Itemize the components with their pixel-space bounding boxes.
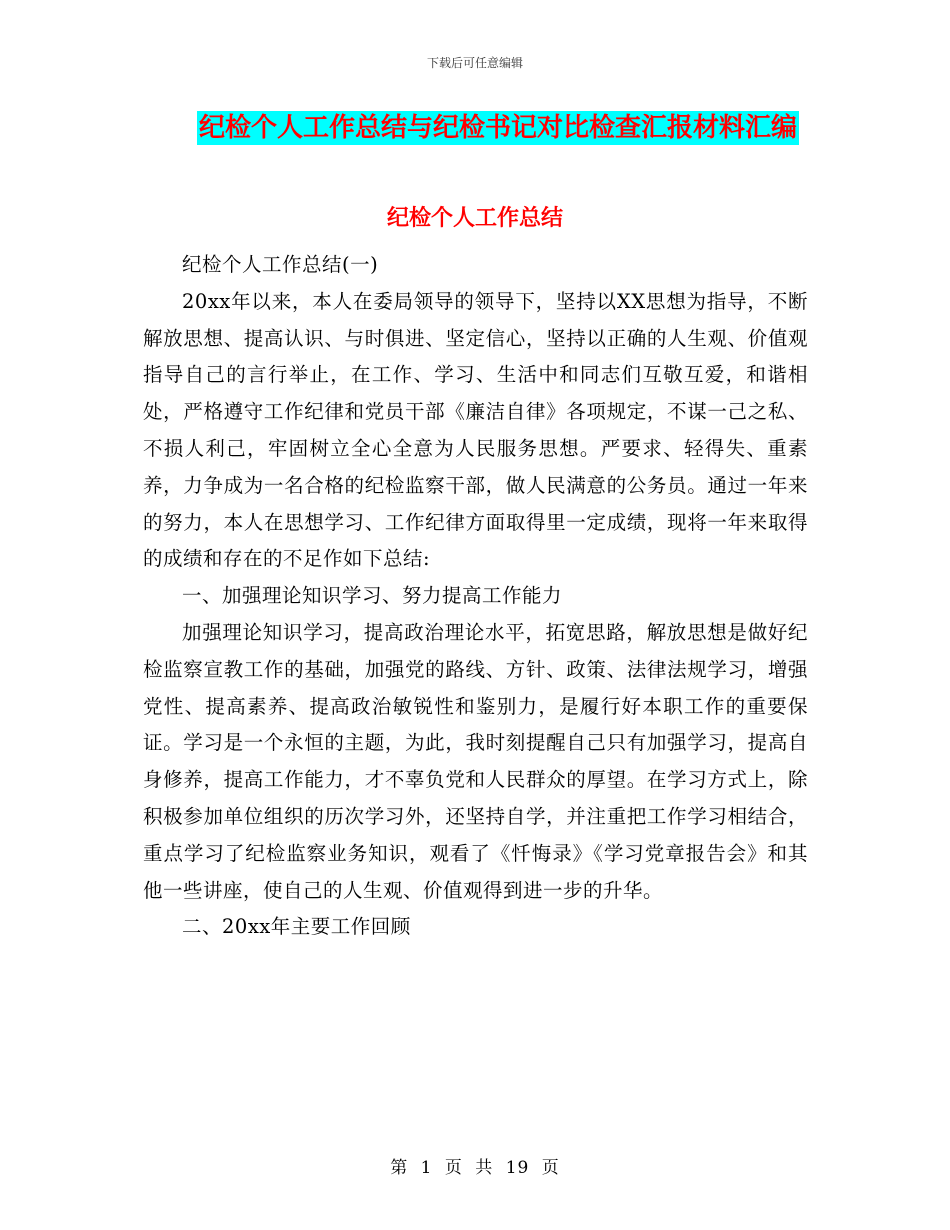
paragraph-heading-1: 一、加强理论知识学习、努力提高工作能力 <box>182 584 563 608</box>
section-title: 纪检个人工作总结 <box>386 206 563 231</box>
paragraph-intro: 20xx年以来，本人在委局领导的领导下，坚持以XX思想为指导，不断解放思想、提高认识、与时俱进、坚定信心，坚持以正确的人生观、价值观指导自己的言行举止，在工作、学习、生活中和同志们互敬互爱，和谐相处，严格遵守工作纪律和党员干部《廉洁自律》各项规定，不谋一己之私、不损人利己，牢固树立全心全意为人民服务思想。严要求、轻得失、重素养，力争成为一名合格的纪检监察干部，做人民满意的公务员。通过一年来的努力，本人在思想学习、工作纪律方面取得里一定成绩，现将一年来取得的成绩和存在的不足作如下总结: <box>143 289 808 571</box>
paragraph-study: 加强理论知识学习，提高政治理论水平，拓宽思路，解放思想是做好纪检监察宣教工作的基础，加强党的路线、方针、政策、法律法规学习，增强党性、提高素养、提高政治敏锐性和鉴别力，是履行好本职工作的重要保证。学习是一个永恒的主题，为此，我时刻提醒自己只有加强学习，提高自身修养，提高工作能力，才不辜负党和人民群众的厚望。在学习方式上，除积极参加单位组织的历次学习外，还坚持自学，并注重把工作学习相结合，重点学习了纪检监察业务知识，观看了《忏悔录》《学习党章报告会》和其他一些讲座，使自己的人生观、价值观得到进一步的升华。 <box>143 620 808 902</box>
main-title-container <box>0 111 950 145</box>
paragraph-heading-2: 二、20xx年主要工作回顾 <box>182 915 411 939</box>
page-number-footer: 第 1 页 共 19 页 <box>390 1158 560 1178</box>
main-title: 纪检个人工作总结与纪检书记对比检查汇报材料汇编 <box>198 113 797 143</box>
header-note: 下载后可任意编辑 <box>426 56 523 70</box>
paragraph-subtitle: 纪检个人工作总结(一) <box>182 253 379 276</box>
document-body <box>143 247 808 946</box>
